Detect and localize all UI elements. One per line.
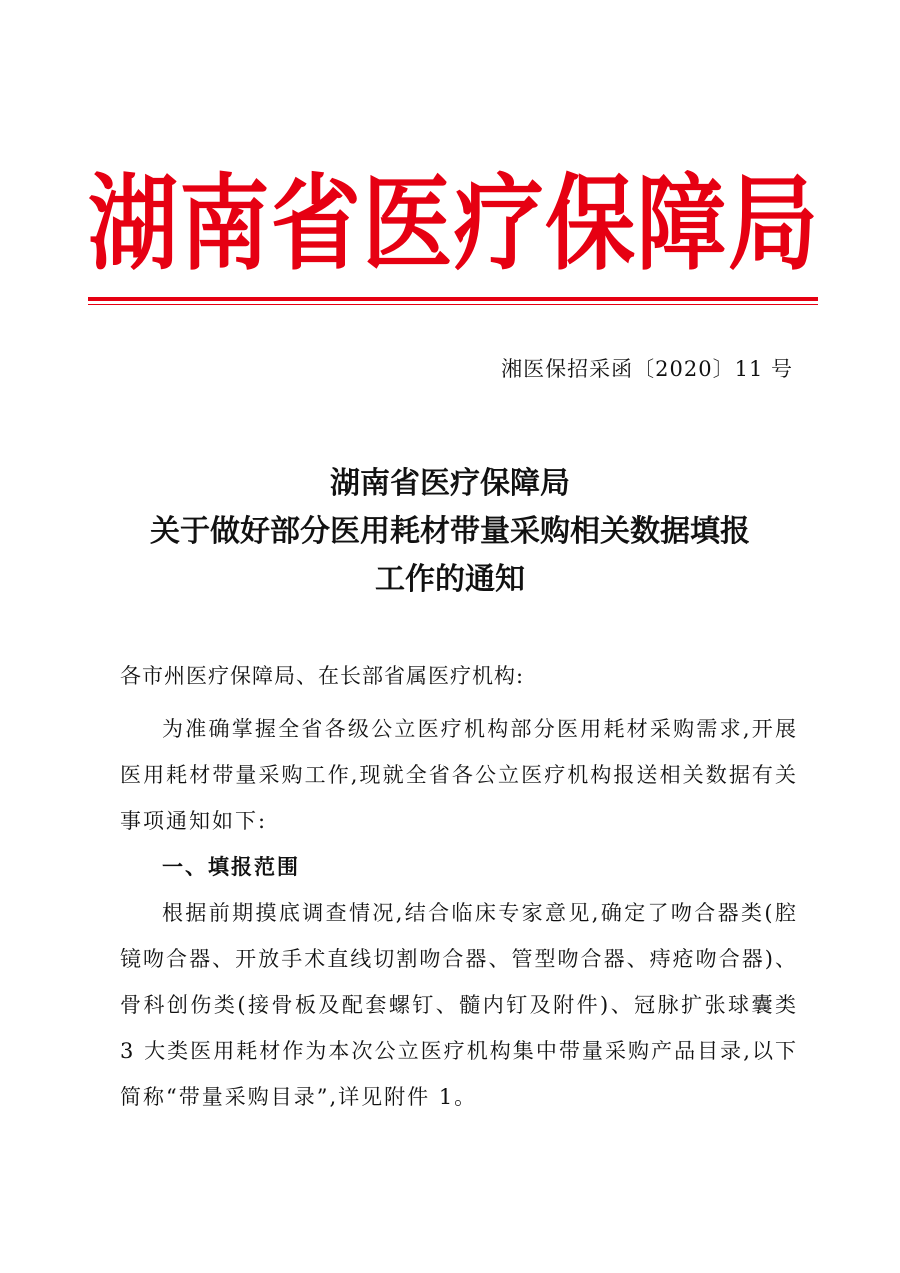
addressee: 各市州医疗保障局、在长部省属医疗机构: [120,664,525,688]
masthead-rule [88,297,818,301]
masthead-char: 湖 [88,164,178,285]
title-line-3: 工作的通知 [375,562,525,597]
masthead-char: 局 [727,164,818,285]
masthead-char: 南 [179,164,270,285]
masthead [88,164,818,285]
masthead-char: 医 [362,164,453,285]
document-number: 湘医保招采函〔2020〕11 号 [501,357,793,381]
masthead-char: 障 [636,164,727,285]
masthead-char: 疗 [453,164,544,285]
masthead-char: 省 [270,164,361,285]
masthead-char: 保 [545,164,636,285]
paragraph: 根据前期摸底调查情况,结合临床专家意见,确定了吻合器类(腔镜吻合器、开放手术直线切割吻合器、管型吻合器、痔疮吻合器)、骨科创伤类(接骨板及配套螺钉、髓内钉及附件)、冠脉扩张球囊类 3 大类医用耗材作为本次公立医疗机构集中带量采购产品目录,以下简称“带量采购目录”,详见附件 1。 [120,901,798,1109]
title-line-2: 关于做好部分医用耗材带量采购相关数据填报 [150,514,750,549]
title-line-1: 湖南省医疗保障局 [330,466,570,501]
section-heading: 一、填报范围 [162,855,300,879]
body-text [120,706,798,1120]
paragraph: 为准确掌握全省各级公立医疗机构部分医用耗材采购需求,开展医用耗材带量采购工作,现就全省各公立医疗机构报送相关数据有关事项通知如下: [120,717,798,833]
masthead-rule-thin [88,304,818,305]
